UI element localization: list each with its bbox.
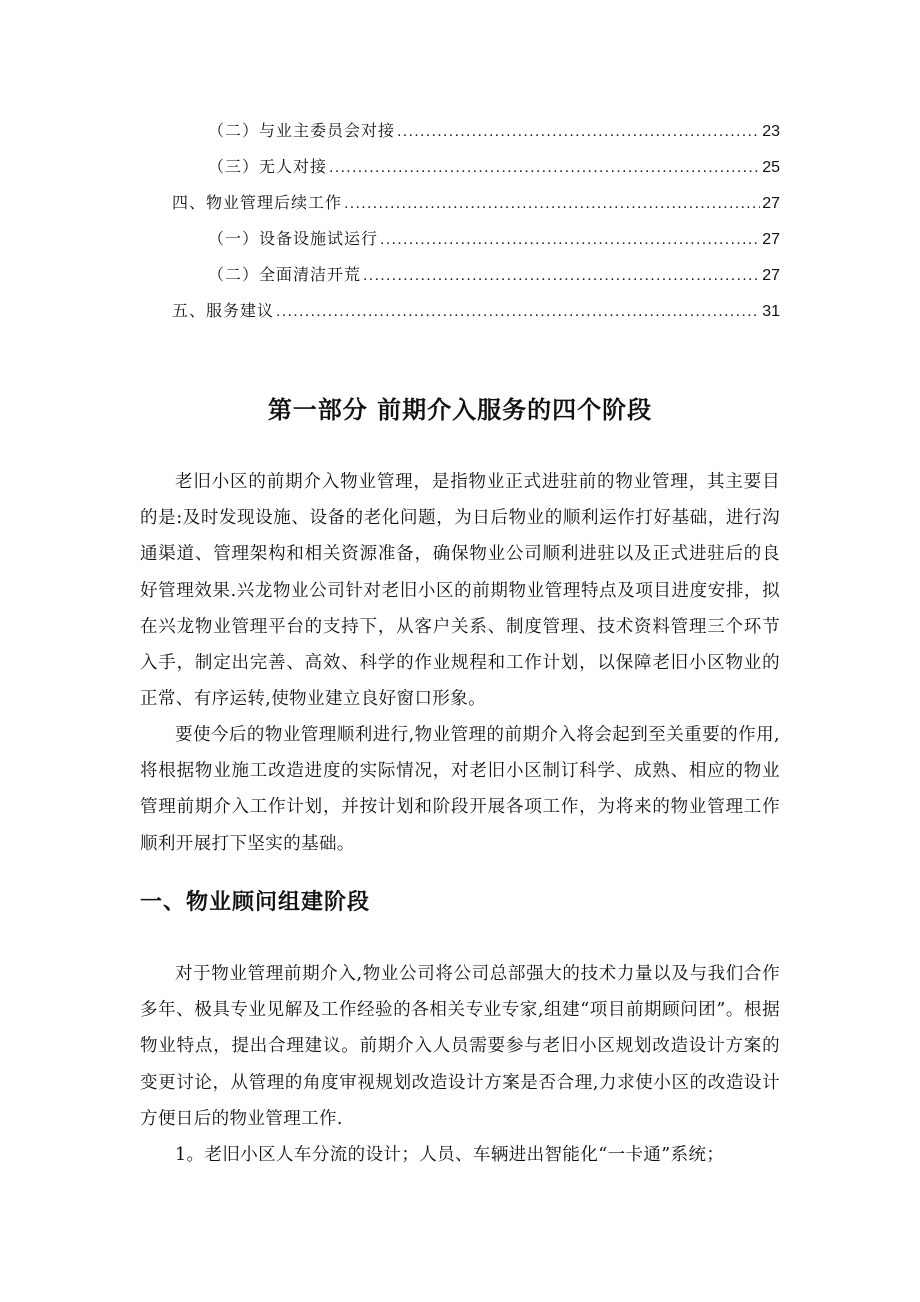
toc-leader-dots (329, 155, 760, 181)
toc-leader-dots (363, 263, 760, 289)
body-paragraph: 对于物业管理前期介入,物业公司将公司总部强大的技术力量以及与我们合作多年、极具专业见解及工作经验的各相关专业专家,组建“项目前期顾问团”。根据物业特点，提出合理建议。前期介入人员需要参与老旧小区规划改造设计方案的变更讨论，从管理的角度审视规划改造设计方案是否合理,力求使小区的改造设计方便日后的物业管理工作. (140, 964, 780, 1129)
toc-entry-label: 五、服务建议 (172, 301, 275, 320)
toc-entry[interactable] (208, 262, 780, 288)
toc-leader-dots (276, 299, 760, 325)
body-paragraph: 要使今后的物业管理顺利进行,物业管理的前期介入将会起到至关重要的作用,将根据物业施工改造进度的实际情况，对老旧小区制订科学、成熟、相应的物业管理前期介入工作计划，并按计划和阶段开展各项工作，为将来的物业管理工作顺利开展打下坚实的基础。 (140, 725, 780, 854)
part-title: 第一部分 前期介入服务的四个阶段 (267, 396, 653, 424)
toc-leader-dots (397, 119, 760, 145)
toc-entry[interactable] (208, 118, 780, 144)
body-paragraph: 老旧小区的前期介入物业管理，是指物业正式进驻前的物业管理，其主要目的是:及时发现设施、设备的老化问题，为日后物业的顺利运作打好基础，进行沟通渠道、管理架构和相关资源准备，确保物业公司顺利进驻以及正式进驻后的良好管理效果.兴龙物业公司针对老旧小区的前期物业管理特点及项目进度安排，拟在兴龙物业管理平台的支持下，从客户关系、制度管理、技术资料管理三个环节入手，制定出完善、高效、科学的作业规程和工作计划，以保障老旧小区物业的正常、有序运转,使物业建立良好窗口形象。 (140, 472, 780, 710)
toc-entry-label: （一）设备设施试运行 (208, 229, 379, 248)
toc-entry[interactable] (208, 226, 780, 252)
toc-entry-page: 27 (762, 195, 780, 212)
toc-leader-dots (344, 191, 760, 217)
toc-entry-label: （三）无人对接 (208, 157, 328, 176)
section-title: 一、物业顾问组建阶段 (140, 890, 371, 915)
toc-entry[interactable] (172, 190, 780, 216)
toc-entry-label: （二）全面清洁开荒 (208, 265, 362, 284)
toc-entry-page: 27 (762, 231, 780, 248)
toc-entry-label: 四、物业管理后续工作 (172, 193, 343, 212)
toc-entry-page: 25 (762, 159, 780, 176)
toc-entry-page: 31 (762, 303, 780, 320)
list-item: 1。老旧小区人车分流的设计；人员、车辆进出智能化“一卡通”系统； (175, 1145, 725, 1165)
toc-leader-dots (380, 227, 760, 253)
toc-entry[interactable] (172, 298, 780, 324)
toc-entry-page: 23 (762, 123, 780, 140)
toc-entry-page: 27 (762, 267, 780, 284)
toc-entry[interactable] (208, 154, 780, 180)
toc-entry-label: （二）与业主委员会对接 (208, 121, 396, 140)
